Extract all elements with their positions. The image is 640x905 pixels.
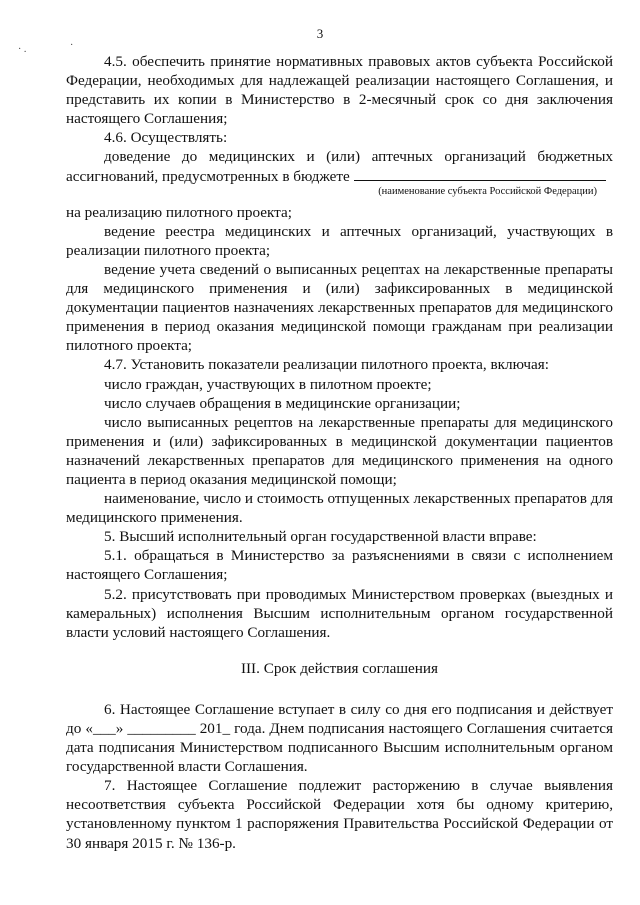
clause-4-7-visits: число случаев обращения в медицинские организации; [104, 394, 461, 412]
page-number: 3 [316, 26, 324, 41]
section-3-heading: III. Срок действия соглашения [240, 659, 439, 677]
clause-5-1: 5.1. обращаться в Министерство за разъяснениями в связи с исполнением настоящего Соглашения; [66, 547, 613, 584]
region-name-caption: (наименование субъекта Российской Федерации) [378, 185, 597, 197]
clause-4-6-funding [66, 147, 613, 185]
clause-4-7-drugs: наименование, число и стоимость отпущенных лекарственных препаратов для медицинского применения. [66, 490, 613, 527]
clause-4-6: 4.6. Осуществлять: [104, 129, 228, 147]
clause-4-6-funding-text: доведение до медицинских и (или) аптечных организаций бюджетных ассигнований, предусмотренных в бюджете [66, 148, 613, 185]
clause-4-5: 4.5. обеспечить принятие нормативных правовых актов субъекта Российской Федерации, необходимых для надлежащей реализации настоящего Соглашения, и представить их копии в Министерство в 2-месячный срок со дня заключения настоящего Соглашения; [66, 53, 613, 128]
clause-5: 5. Высший исполнительный орган государственной власти вправе: [104, 528, 537, 546]
clause-7: 7. Настоящее Соглашение подлежит расторжению в случае выявления несоответствия субъекта Российской Федерации хотя бы одному критерию, установленному пунктом 1 распоряжения Правительства Российской Федерации от 30 января 2015 г. № 136-р. [66, 777, 613, 852]
scan-speck: · . [18, 44, 27, 55]
document-body [66, 52, 613, 853]
clause-6: 6. Настоящее Соглашение вступает в силу со дня его подписания и действует до «___» _________ 201_ года. Днем подписания настоящего Соглашения считается дата подписания Министерством подписанного Высшим исполнительным органом государственной власти Соглашения. [66, 700, 613, 776]
scan-speck: · [70, 40, 74, 51]
clause-4-7-prescriptions: число выписанных рецептов на лекарственные препараты для медицинского применения и (или) зафиксированных в медицинской документации пациентов назначений лекарственных препаратов для медицинского применения на одного пациента в период оказания медицинской помощи; [66, 413, 613, 488]
clause-5-2: 5.2. присутствовать при проводимых Министерством проверках (выездных и камеральных) исполнения Высшим исполнительным органом государственной власти условий настоящего Соглашения. [66, 585, 613, 641]
clause-4-6-records: ведение учета сведений о выписанных рецептах на лекарственные препараты для медицинского применения и (или) зафиксированных в медицинской документации пациентов назначениях лекарственных препаратов для медицинского применения в период оказания медицинской помощи гражданам при реализации пилотного проекта; [66, 260, 613, 355]
clause-4-6-funding-end: на реализацию пилотного проекта; [66, 203, 292, 221]
region-name-blank [354, 179, 606, 181]
clause-4-6-registry: ведение реестра медицинских и аптечных организаций, участвующих в реализации пилотного проекта; [66, 222, 613, 259]
clause-4-7: 4.7. Установить показатели реализации пилотного проекта, включая: [104, 356, 549, 374]
clause-4-7-citizens: число граждан, участвующих в пилотном проекте; [104, 375, 432, 393]
